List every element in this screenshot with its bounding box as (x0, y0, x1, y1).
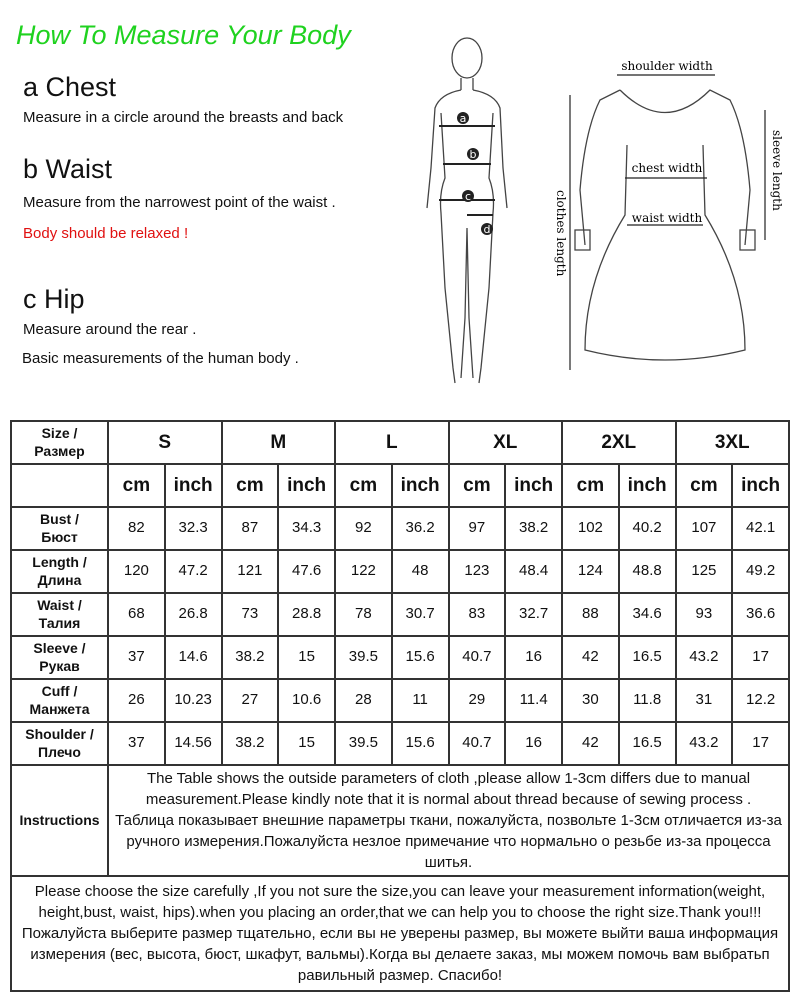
value-cell: 17 (732, 722, 789, 765)
table-row (11, 507, 789, 550)
size-header-row (11, 421, 789, 464)
page-heading: How To Measure Your Body (16, 20, 351, 50)
value-cell: 10.6 (278, 679, 335, 722)
value-cell: 30.7 (392, 593, 449, 636)
table-row (11, 636, 789, 679)
value-cell: 83 (449, 593, 506, 636)
unit-inch: inch (165, 464, 222, 507)
value-cell: 15.6 (392, 722, 449, 765)
row-label (11, 679, 108, 722)
size-header-S: S (108, 421, 222, 464)
marker-c: c (464, 190, 472, 203)
row-label (11, 507, 108, 550)
row-label-line: Рукав (39, 657, 80, 674)
value-cell: 34.6 (619, 593, 676, 636)
value-cell: 37 (108, 722, 165, 765)
marker-d: d (483, 223, 491, 236)
value-cell: 88 (562, 593, 619, 636)
value-cell: 47.2 (165, 550, 222, 593)
table-row (11, 679, 789, 722)
size-header-3XL: 3XL (676, 421, 790, 464)
sleeve-length-label: sleeve length (770, 130, 784, 211)
row-label (11, 722, 108, 765)
row-label-line: Size / (41, 425, 78, 441)
value-cell: 47.6 (278, 550, 335, 593)
value-cell: 38.2 (222, 636, 279, 679)
size-header-2XL: 2XL (562, 421, 676, 464)
row-label-line: Размер (34, 442, 85, 459)
value-cell: 40.7 (449, 636, 506, 679)
value-cell: 14.56 (165, 722, 222, 765)
value-cell: 49.2 (732, 550, 789, 593)
chest-desc: Measure in a circle around the breasts and back (23, 109, 344, 126)
row-label (11, 636, 108, 679)
shoulder-width-label: shoulder width (621, 59, 713, 73)
unit-cm: cm (108, 464, 165, 507)
marker-a: a (459, 112, 467, 125)
value-cell: 26 (108, 679, 165, 722)
row-label-line: Талия (38, 614, 81, 631)
value-cell: 120 (108, 550, 165, 593)
value-cell: 40.2 (619, 507, 676, 550)
size-header-M: M (222, 421, 336, 464)
value-cell: 11.4 (505, 679, 562, 722)
unit-row (11, 464, 789, 507)
hip-desc: Measure around the rear . (23, 321, 197, 338)
empty-cell (11, 464, 108, 507)
instructions-text: The Table shows the outside parameters of cloth ,please allow 1-3cm differs due to manual measurement.Please kindly note that it is normal about thread because of sewing process . Таблица показывает внешние параметры ткани, пожалуйста, позвольте 1-3см отличается из-за ручного измерения.Пожалуйста незлое примечание что нормально о резьбе из-за процесса шитья. (108, 765, 789, 876)
table-row (11, 722, 789, 765)
unit-cm: cm (562, 464, 619, 507)
value-cell: 48.4 (505, 550, 562, 593)
waist-desc: Measure from the narrowest point of the waist . (23, 194, 336, 211)
value-cell: 122 (335, 550, 392, 593)
value-cell: 43.2 (676, 722, 733, 765)
value-cell: 124 (562, 550, 619, 593)
table-row (11, 550, 789, 593)
value-cell: 38.2 (222, 722, 279, 765)
value-cell: 40.7 (449, 722, 506, 765)
row-label-line: Length / (32, 554, 87, 570)
value-cell: 42.1 (732, 507, 789, 550)
size-header-XL: XL (449, 421, 563, 464)
value-cell: 48 (392, 550, 449, 593)
row-label-line: Плечо (38, 743, 81, 760)
value-cell: 87 (222, 507, 279, 550)
value-cell: 27 (222, 679, 279, 722)
clothes-length-label: clothes length (554, 190, 568, 277)
value-cell: 36.6 (732, 593, 789, 636)
value-cell: 11.8 (619, 679, 676, 722)
row-label-line: Манжета (29, 700, 90, 717)
value-cell: 31 (676, 679, 733, 722)
value-cell: 32.7 (505, 593, 562, 636)
value-cell: 82 (108, 507, 165, 550)
value-cell: 92 (335, 507, 392, 550)
unit-inch: inch (619, 464, 676, 507)
value-cell: 26.8 (165, 593, 222, 636)
value-cell: 68 (108, 593, 165, 636)
unit-cm: cm (676, 464, 733, 507)
dress-diagram (545, 50, 795, 385)
row-label (11, 550, 108, 593)
value-cell: 48.8 (619, 550, 676, 593)
unit-inch: inch (392, 464, 449, 507)
instructions-label: Instructions (11, 765, 108, 876)
value-cell: 28.8 (278, 593, 335, 636)
chest-width-label: chest width (631, 161, 703, 175)
instructions-row (11, 765, 789, 876)
value-cell: 28 (335, 679, 392, 722)
table-row (11, 593, 789, 636)
size-label-cell (11, 421, 108, 464)
size-choice-note: Please choose the size carefully ,If you not sure the size,you can leave your measurement information(weight, height,bust, waist, hips).when you placing an order,that we can help you to choose the right size.Thank you!!! Пожалуйста выберите размер тщательно, если вы не уверены размер, вы можете выйти ваша информация измерения (вес, высота, бюст, шкафут, вальмы).Когда вы делаете заказ, мы можем помочь вам выбратьп равильный размер. Спасибо! (11, 876, 789, 991)
value-cell: 43.2 (676, 636, 733, 679)
unit-cm: cm (222, 464, 279, 507)
value-cell: 15 (278, 722, 335, 765)
unit-cm: cm (449, 464, 506, 507)
value-cell: 97 (449, 507, 506, 550)
hip-heading: c Hip (23, 284, 85, 314)
value-cell: 107 (676, 507, 733, 550)
value-cell: 42 (562, 636, 619, 679)
row-label-line: Shoulder / (25, 726, 94, 742)
value-cell: 73 (222, 593, 279, 636)
value-cell: 15.6 (392, 636, 449, 679)
value-cell: 17 (732, 636, 789, 679)
row-label-line: Длина (37, 571, 82, 588)
value-cell: 123 (449, 550, 506, 593)
value-cell: 14.6 (165, 636, 222, 679)
waist-width-label: waist width (631, 211, 703, 225)
value-cell: 125 (676, 550, 733, 593)
row-label (11, 593, 108, 636)
value-cell: 10.23 (165, 679, 222, 722)
basic-measurements-note: Basic measurements of the human body . (22, 350, 299, 367)
value-cell: 16 (505, 722, 562, 765)
value-cell: 30 (562, 679, 619, 722)
row-label-line: Бюст (41, 528, 78, 545)
body-figure-illustration (405, 18, 535, 403)
value-cell: 12.2 (732, 679, 789, 722)
value-cell: 34.3 (278, 507, 335, 550)
unit-cm: cm (335, 464, 392, 507)
value-cell: 102 (562, 507, 619, 550)
row-label-line: Waist / (37, 597, 82, 613)
value-cell: 36.2 (392, 507, 449, 550)
chest-heading: a Chest (23, 72, 117, 102)
value-cell: 38.2 (505, 507, 562, 550)
unit-inch: inch (732, 464, 789, 507)
value-cell: 39.5 (335, 722, 392, 765)
value-cell: 11 (392, 679, 449, 722)
row-label-line: Bust / (40, 511, 79, 527)
row-label-line: Sleeve / (33, 640, 86, 656)
value-cell: 39.5 (335, 636, 392, 679)
size-chart-table (10, 420, 790, 992)
unit-inch: inch (505, 464, 562, 507)
value-cell: 78 (335, 593, 392, 636)
value-cell: 37 (108, 636, 165, 679)
marker-b: b (469, 148, 477, 161)
value-cell: 42 (562, 722, 619, 765)
unit-inch: inch (278, 464, 335, 507)
relax-warning: Body should be relaxed ! (23, 225, 189, 242)
value-cell: 16 (505, 636, 562, 679)
value-cell: 29 (449, 679, 506, 722)
waist-heading: b Waist (23, 154, 113, 184)
value-cell: 16.5 (619, 722, 676, 765)
row-label-line: Cuff / (41, 683, 78, 699)
note-row (11, 876, 789, 991)
value-cell: 16.5 (619, 636, 676, 679)
size-header-L: L (335, 421, 449, 464)
value-cell: 93 (676, 593, 733, 636)
value-cell: 15 (278, 636, 335, 679)
value-cell: 32.3 (165, 507, 222, 550)
value-cell: 121 (222, 550, 279, 593)
